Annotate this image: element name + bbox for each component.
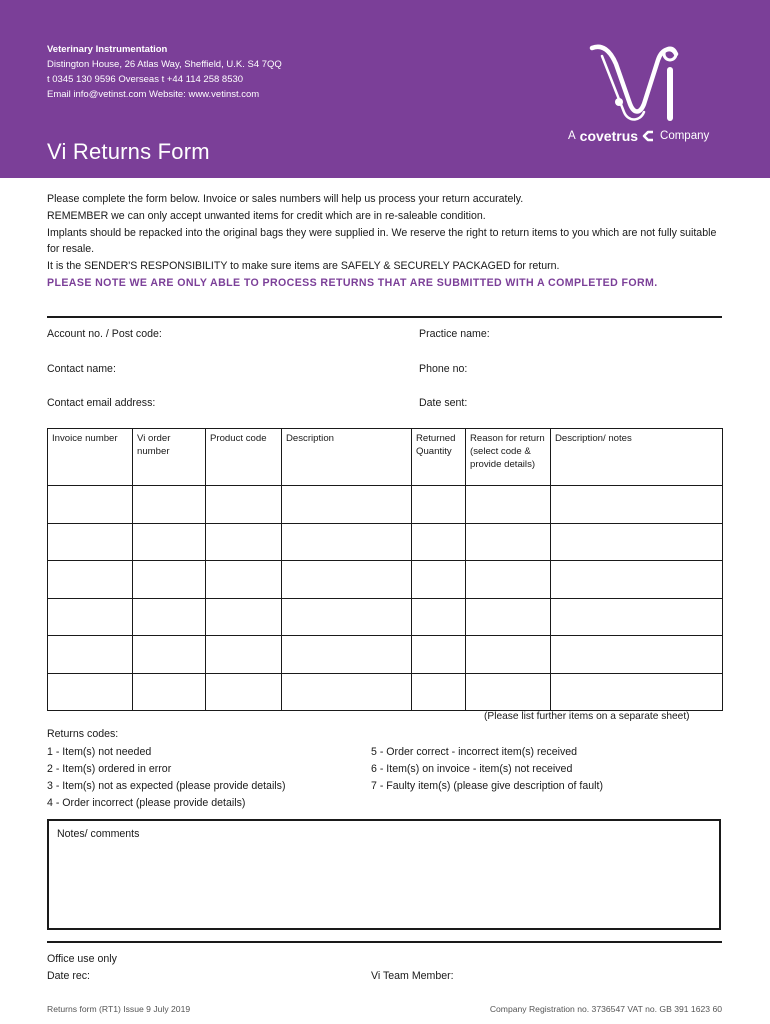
table-cell[interactable] (466, 673, 551, 711)
divider-bottom (47, 941, 722, 943)
tagline-suffix: Company (660, 130, 710, 142)
table-cell[interactable] (551, 673, 723, 711)
column-header: Invoice number (48, 429, 133, 486)
office-use-title: Office use only (47, 953, 117, 965)
account-field-label[interactable]: Account no. / Post code: (47, 328, 162, 340)
intro-line-1: Please complete the form below. Invoice or sales numbers will help us process your return accurately. (47, 193, 524, 205)
return-code-item: 6 - Item(s) on invoice - item(s) not received (371, 763, 573, 775)
table-cell[interactable] (412, 598, 466, 636)
covetrus-tagline (568, 128, 709, 144)
column-header: Vi order number (133, 429, 206, 486)
footer-registration: Company Registration no. 3736547 VAT no. GB 391 1623 60 (489, 1004, 722, 1014)
table-cell[interactable] (551, 598, 723, 636)
returns-codes-title: Returns codes: (47, 728, 119, 740)
table-cell[interactable] (282, 673, 412, 711)
phone-field-label[interactable]: Phone no: (419, 363, 468, 375)
table-cell[interactable] (282, 636, 412, 674)
intro-line-4: It is the SENDER'S RESPONSIBILITY to make sure items are SAFELY & SECURELY PACKAGED for return. (47, 260, 560, 273)
header-banner (0, 0, 770, 178)
company-phone: t 0345 130 9596 Overseas t +44 114 258 8530 (47, 74, 244, 85)
company-name: Veterinary Instrumentation (47, 44, 168, 55)
table-row (48, 598, 723, 636)
table-cell[interactable] (133, 636, 206, 674)
date-sent-field-label[interactable]: Date sent: (419, 397, 468, 409)
table-cell[interactable] (48, 486, 133, 524)
table-cell[interactable] (48, 636, 133, 674)
company-contact: Email info@vetinst.com Website: www.vetinst.com (47, 89, 260, 100)
table-cell[interactable] (282, 598, 412, 636)
return-code-item: 4 - Order incorrect (please provide details) (47, 797, 246, 809)
email-field-label[interactable]: Contact email address: (47, 397, 156, 409)
footer-issue: Returns form (RT1) Issue 9 July 2019 (47, 1004, 191, 1014)
return-code-item: 2 - Item(s) ordered in error (47, 763, 172, 775)
table-cell[interactable] (206, 561, 282, 599)
table-cell[interactable] (412, 673, 466, 711)
table-row (48, 673, 723, 711)
table-cell[interactable] (206, 673, 282, 711)
return-code-item: 1 - Item(s) not needed (47, 746, 152, 758)
returns-codes-left (47, 744, 285, 812)
table-cell[interactable] (466, 486, 551, 524)
table-cell[interactable] (466, 598, 551, 636)
table-cell[interactable] (48, 673, 133, 711)
table-cell[interactable] (206, 598, 282, 636)
company-address: Distington House, 26 Atlas Way, Sheffield, U.K. S4 7QQ (47, 59, 282, 70)
table-cell[interactable] (48, 598, 133, 636)
intro-text (47, 191, 727, 292)
table-cell[interactable] (551, 486, 723, 524)
table-cell[interactable] (466, 561, 551, 599)
table-cell[interactable] (206, 486, 282, 524)
table-cell[interactable] (412, 561, 466, 599)
table-cell[interactable] (412, 523, 466, 561)
returns-codes-right (371, 744, 603, 795)
returns-items-table (47, 428, 723, 711)
date-received-label[interactable]: Date rec: (47, 970, 90, 982)
further-items-note: (Please list further items on a separate sheet) (484, 711, 690, 722)
table-row (48, 561, 723, 599)
table-cell[interactable] (133, 523, 206, 561)
intro-line-2: REMEMBER we can only accept unwanted items for credit which are in re-saleable condition. (47, 209, 486, 222)
table-cell[interactable] (551, 561, 723, 599)
table-cell[interactable] (133, 673, 206, 711)
table-cell[interactable] (206, 523, 282, 561)
table-cell[interactable] (206, 636, 282, 674)
column-header: Description/ notes (551, 429, 723, 486)
table-row (48, 523, 723, 561)
table-cell[interactable] (466, 523, 551, 561)
table-cell[interactable] (412, 486, 466, 524)
table-cell[interactable] (133, 486, 206, 524)
intro-notice: PLEASE NOTE WE ARE ONLY ABLE TO PROCESS RETURNS THAT ARE SUBMITTED WITH A COMPLETED FORM. (47, 276, 658, 289)
table-cell[interactable] (282, 523, 412, 561)
contact-name-field-label[interactable]: Contact name: (47, 363, 116, 375)
return-code-item: 5 - Order correct - incorrect item(s) received (371, 746, 578, 758)
column-header: Reason for return (select code & provide details) (466, 429, 551, 486)
column-header: Returned Quantity (412, 429, 466, 486)
table-cell[interactable] (133, 561, 206, 599)
table-cell[interactable] (551, 636, 723, 674)
intro-line-3: Implants should be repacked into the original bags they were supplied in. We reserve the right to return items to you which are not fully suitable for resale. (47, 226, 717, 256)
table-cell[interactable] (282, 486, 412, 524)
table-row (48, 486, 723, 524)
form-title: Vi Returns Form (47, 139, 210, 164)
tagline-brand: covetrus (579, 128, 639, 144)
practice-field-label[interactable]: Practice name: (419, 328, 490, 340)
table-cell[interactable] (282, 561, 412, 599)
return-code-item: 7 - Faulty item(s) (please give description of fault) (371, 780, 603, 792)
table-header-row (48, 429, 723, 486)
table-cell[interactable] (466, 636, 551, 674)
table-cell[interactable] (48, 523, 133, 561)
covetrus-mark-icon (642, 129, 656, 143)
notes-box[interactable] (47, 819, 721, 930)
column-header: Product code (206, 429, 282, 486)
table-cell[interactable] (133, 598, 206, 636)
divider-top (47, 316, 722, 318)
table-cell[interactable] (412, 636, 466, 674)
column-header: Description (282, 429, 412, 486)
team-member-label[interactable]: Vi Team Member: (371, 970, 454, 982)
table-cell[interactable] (551, 523, 723, 561)
vi-logo-icon (586, 40, 686, 126)
tagline-prefix: A (568, 130, 576, 142)
table-cell[interactable] (48, 561, 133, 599)
notes-label: Notes/ comments (57, 828, 140, 840)
company-details (47, 42, 282, 102)
return-code-item: 3 - Item(s) not as expected (please provide details) (47, 780, 286, 792)
table-row (48, 636, 723, 674)
